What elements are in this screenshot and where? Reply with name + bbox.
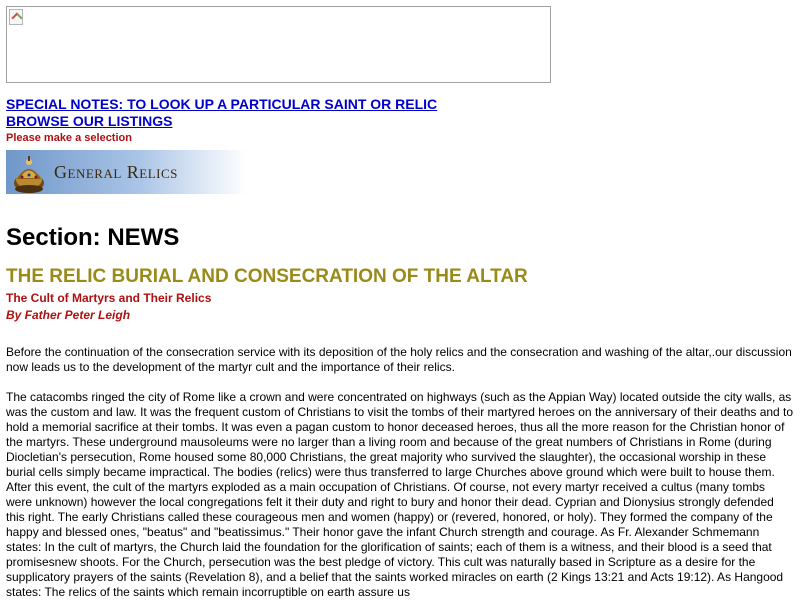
header-banner-image[interactable] (6, 6, 551, 83)
section-heading: Section: NEWS (6, 224, 180, 251)
article-paragraph-1: Before the continuation of the consecration service with its deposition of the holy relics and the consecration and washing of the altar,.our discussion now leads us to the development of the martyr cult and the importance of their relics. (6, 345, 792, 374)
article-author: By Father Peter Leigh (6, 308, 131, 322)
page-content (6, 6, 798, 612)
browse-listings-link[interactable]: BROWSE OUR LISTINGS (6, 113, 173, 129)
article-paragraph-2: The catacombs ringed the city of Rome like a crown and were concentrated on highways (such as the Appian Way) located outside the city walls, as was the custom and law. It was the frequent custom of Christians to visit the tombs of their martyred heroes on the anniversary of their deaths and to hold a memorial sacrifice at their tombs. It was even a pagan custom to honor deceased heroes, thus all the more reason for the Christian honor of the martyrs. These underground mausoleums were no larger than a living room and because of the great numbers of Christians in Rome (during Diocletian's persecution, Rome housed some 80,000 Christians, the great majority who survived the slaughter), the occasional worship in these burial cells simply became impractical. The bodies (relics) were thus transferred to large Churches above ground which were built to house them. After this event, the cult of the martyrs exploded as a main occupation of Christians. Of course, not every martyr received a cultus (many tombs were unknown) however the local congregations felt it their duty and right to bury and honor their dead. Cyprian and Dionysius strongly defended this right. The early Christians called these courageous men and women (happy) or (revered, honored, or holy). They formed the company of the happy and blessed ones, "beatus" and "beatissimus." Their honor gave the infant Church strength and courage. As Fr. Alexander Schmemann states: In the cult of martyrs, the Church laid the foundation for the glorification of saints; each of them is a witness, and their blood is a seed that promisesnew shoots. For the Church, persecution was the best pledge of victory. This cult was naturally based in Scripture as a desire for the supplicatory prayers of the saints (Revelation 8), and a belief that the saints worked miracles on earth (2 Kings 13:21 and Acts 19:12). As Hangood states: The relics of the saints which remain incorruptible on earth assure us (6, 390, 794, 599)
reliquary-crown-icon (10, 153, 48, 194)
broken-image-icon (9, 9, 23, 25)
selection-notice: Please make a selection (6, 132, 132, 144)
article-subtitle: The Cult of Martyrs and Their Relics (6, 291, 212, 305)
special-notes-link[interactable]: SPECIAL NOTES: TO LOOK UP A PARTICULAR SAINT OR RELIC (6, 96, 438, 112)
banner-title: General Relics (54, 162, 178, 182)
general-relics-banner (6, 150, 246, 194)
article-title: THE RELIC BURIAL AND CONSECRATION OF THE ALTAR (6, 266, 528, 287)
